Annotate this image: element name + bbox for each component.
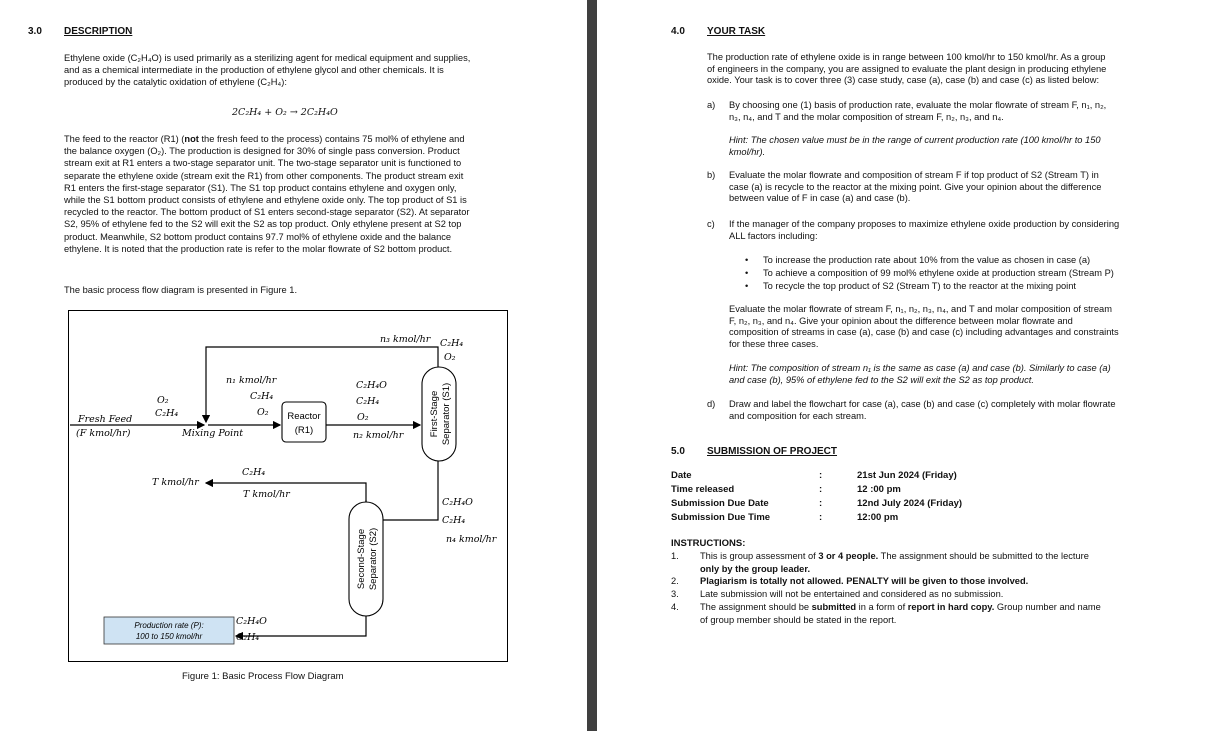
submission-colon: :	[819, 470, 823, 481]
body-text: the fresh feed to the process) contains 75 mol% of ethylene and	[198, 134, 465, 144]
submission-section-title: SUBMISSION OF PROJECT	[707, 446, 838, 457]
instruction-item	[671, 588, 1161, 601]
item-d-line: and composition for each stream.	[729, 410, 867, 421]
figure-caption: Figure 1: Basic Process Flow Diagram	[182, 671, 344, 682]
label-fresh-feed: Fresh Feed	[78, 414, 133, 425]
bullet-dot: •	[745, 281, 749, 291]
submission-value: 12 :00 pm	[857, 484, 901, 495]
item-b-line: between value of F in case (a) and case (b).	[729, 193, 911, 204]
label-mix-o2: O₂	[257, 407, 269, 418]
hint-c-line: Hint: The composition of stream n₁ is the same as case (a) and case (b). Similarly to case (a)	[729, 363, 1111, 373]
bullet-text: To recycle the top product of S2 (Stream T) to the reactor at the mixing point	[763, 281, 1076, 291]
process-flow-diagram	[68, 310, 508, 662]
item-b-text	[729, 170, 1155, 205]
page-divider	[587, 0, 597, 731]
submission-colon: :	[819, 498, 823, 509]
instruction-item	[671, 601, 1161, 627]
instruction-part: of group member should be stated in the report.	[700, 614, 897, 625]
reactor-box	[282, 402, 326, 442]
submission-row	[671, 484, 1131, 498]
instruction-text: Plagiarism is totally not allowed. PENALTY will be given to those involved.	[700, 576, 1029, 586]
s1-label-line1: First-Stage	[429, 390, 440, 438]
label-s1b-c2h4: C₂H₄	[442, 515, 466, 526]
task-intro-line: The production rate of ethylene oxide is in range between 100 kmol/hr to 150 kmol/hr. As a group	[707, 52, 1106, 62]
intro-line: produced by the catalytic oxidation of ethylene (C₂H₄):	[64, 77, 287, 88]
item-c-text	[729, 219, 1155, 242]
body-line: while the S1 bottom product consists of ethylene and ethylene oxide only. The top product of S1 is	[64, 195, 467, 206]
label-mixing-point: Mixing Point	[182, 428, 244, 439]
item-b-line: Evaluate the molar flowrate and composition of stream F if top product of S2 (Stream T) in	[729, 170, 1099, 180]
submission-colon: :	[819, 512, 823, 523]
instruction-bold: 3 or 4 people.	[818, 551, 879, 561]
submission-label: Date	[671, 470, 692, 481]
instruction-number: 1.	[671, 551, 679, 561]
label-fresh-c2h4: C₂H₄	[155, 408, 179, 419]
item-a-line: By choosing one (1) basis of production rate, evaluate the molar flowrate of stream F, n₁, n₂,	[729, 100, 1107, 110]
submission-label: Submission Due Date	[671, 498, 769, 509]
submission-row	[671, 512, 1131, 526]
intro-paragraph	[64, 52, 511, 89]
item-b-line: case (a) is recycle to the reactor at the mixing point. Give your opinion about the difference	[729, 181, 1102, 192]
instruction-text	[700, 550, 1160, 575]
instruction-number: 4.	[671, 602, 679, 612]
label-mix-c2h4: C₂H₄	[250, 391, 274, 402]
body-line: the balance oxygen (O₂). The production is designed for 30% of single pass conversion. Product	[64, 146, 460, 157]
body-text: The feed to the reactor (R1) (	[64, 134, 185, 144]
bullet-item	[745, 254, 1165, 267]
production-rate-line1: Production rate (P):	[134, 621, 204, 630]
item-a-text	[729, 100, 1155, 123]
instruction-item	[671, 575, 1161, 588]
item-c-eval-line: F, n₂, n₃, and n₄. Give your opinion about the difference between molar flowrate and	[729, 315, 1073, 326]
item-d-marker: d)	[707, 399, 716, 409]
instruction-number: 2.	[671, 576, 679, 586]
label-r-out-c2h4o: C₂H₄O	[356, 380, 387, 391]
instruction-bold: submitted	[811, 602, 857, 612]
instruction-part: This is group assessment of	[700, 551, 819, 561]
label-n4: n₄ kmol/hr	[446, 534, 497, 545]
item-a-marker: a)	[707, 100, 716, 110]
label-prod-c2h4: C₂H₄	[236, 632, 260, 643]
item-b-marker: b)	[707, 170, 716, 180]
label-fresh-o2: O₂	[157, 395, 169, 406]
body-bold: not	[184, 134, 199, 144]
s2-label-line2: Separator (S2)	[368, 527, 379, 591]
submission-table	[671, 470, 1131, 526]
submission-value: 21st Jun 2024 (Friday)	[857, 470, 957, 481]
submission-value: 12nd July 2024 (Friday)	[857, 498, 963, 509]
item-a-line: n₃, n₄, and T and the molar composition of stream F, n₂, n₃, and n₄.	[729, 111, 1004, 122]
bullet-item	[745, 280, 1165, 293]
body-line: recycled to the reactor. The bottom product of S1 enters second-stage separator (S2). At separator	[64, 207, 470, 218]
bullet-text: To achieve a composition of 99 mol% ethylene oxide at production stream (Stream P)	[763, 268, 1114, 278]
hint-a-line: Hint: The chosen value must be in the range of current production rate (100 kmol/hr to 150	[729, 135, 1101, 145]
production-rate-line2: 100 to 150 kmol/hr	[135, 632, 203, 641]
bullet-item	[745, 267, 1165, 280]
label-t-c2h4: C₂H₄	[242, 467, 266, 478]
bullet-list	[745, 254, 1165, 293]
submission-label: Time released	[671, 484, 735, 495]
body-line: separate the ethylene oxide (stream exit the R1) from other components. The product stream exit	[64, 170, 464, 181]
submission-value: 12:00 pm	[857, 512, 899, 523]
instruction-text	[700, 601, 1160, 626]
label-top-c2h4: C₂H₄	[440, 338, 464, 349]
item-d-line: Draw and label the flowchart for case (a), case (b) and case (c) completely with molar flowrate	[729, 399, 1116, 409]
instruction-bold: only by the group leader.	[700, 563, 811, 574]
body-line: stream exit at R1 enters a two-stage separator unit. The two-stage separator unit is functioned to	[64, 158, 462, 169]
instruction-text: Late submission will not be entertained and considered as no submission.	[700, 589, 1004, 599]
instruction-item	[671, 550, 1161, 575]
section-title: DESCRIPTION	[64, 26, 133, 37]
label-r-out-o2: O₂	[357, 412, 369, 423]
task-intro	[707, 52, 1155, 87]
left-page	[0, 0, 587, 731]
body-paragraph	[64, 133, 511, 255]
label-n1: n₁ kmol/hr	[226, 375, 277, 386]
label-n2: n₂ kmol/hr	[353, 430, 404, 441]
label-r-out-c2h4: C₂H₄	[356, 396, 380, 407]
task-section-title: YOUR TASK	[707, 26, 766, 37]
submission-colon: :	[819, 484, 823, 495]
item-c-eval-line: Evaluate the molar flowrate of stream F, n₁, n₂, n₃, n₄, and T and molar composition of stream	[729, 304, 1112, 314]
hint-a	[729, 135, 1155, 158]
label-fresh-feed-rate: (F kmol/hr)	[76, 428, 131, 439]
instruction-part: The assignment should be	[700, 602, 812, 612]
intro-line: and as a chemical intermediate in the production of ethylene glycol and other chemicals. It is	[64, 65, 444, 76]
item-c-eval-line: composition of streams in case (a), case (b) and case (c) including advantages and constraints	[729, 327, 1119, 338]
body-line: S2, 95% of ethylene fed to the S2 will exit the S2 as top product. Only ethylene present at S2 top	[64, 219, 462, 230]
section-number: 3.0	[28, 26, 42, 37]
bullet-dot: •	[745, 268, 749, 278]
body-line: product. Meanwhile, S2 bottom product contains 97.7 mol% of ethylene oxide and the balance	[64, 231, 452, 242]
instruction-bold: report in hard copy.	[907, 602, 995, 612]
reactor-tag: (R1)	[294, 425, 314, 436]
body-line: ethylene. It is noted that the production rate is refer to the molar flowrate of S2 bottom product.	[64, 243, 453, 254]
bullet-text: To increase the production rate about 10% from the value as chosen in case (a)	[763, 255, 1091, 265]
item-d-text	[729, 399, 1155, 422]
intro-line: Ethylene oxide (C₂H₄O) is used primarily as a sterilizing agent for medical equipment and supplies,	[64, 53, 471, 63]
hint-a-line: kmol/hr).	[729, 146, 766, 157]
item-c-evaluate	[729, 304, 1155, 350]
body-line: R1 enters the first-stage separator (S1). The S1 top product contains ethylene and oxygen only,	[64, 182, 457, 193]
figure-border	[69, 311, 508, 662]
instruction-part: Group number and name	[994, 602, 1101, 612]
label-n3: n₃ kmol/hr	[380, 334, 431, 345]
instruction-number: 3.	[671, 589, 679, 599]
label-top-o2: O₂	[444, 352, 456, 363]
item-c-marker: c)	[707, 219, 715, 229]
pfd-intro: The basic process flow diagram is presented in Figure 1.	[64, 285, 298, 295]
s1-label-line2: Separator (S1)	[441, 382, 452, 446]
submission-label: Submission Due Time	[671, 512, 771, 523]
instructions-list	[671, 550, 1161, 627]
body-line	[64, 133, 511, 145]
reactor-label: Reactor	[287, 411, 321, 422]
task-intro-line: of engineers in the company, you are assigned to evaluate the plant design in producing ethylene	[707, 63, 1107, 74]
s2-label-line1: Second-Stage	[356, 528, 367, 590]
task-section-number: 4.0	[671, 26, 685, 37]
instructions-title: INSTRUCTIONS:	[671, 538, 746, 549]
label-s1b-c2h4o: C₂H₄O	[442, 497, 473, 508]
task-intro-line: oxide. Your task is to cover three (3) case study, case (a), case (b) and case (c) as listed below:	[707, 75, 1100, 86]
instruction-part: The assignment should be submitted to the lecture	[878, 551, 1089, 561]
submission-row	[671, 498, 1131, 512]
label-t-rate: T kmol/hr	[152, 477, 199, 488]
item-c-line: If the manager of the company proposes to maximize ethylene oxide production by considering	[729, 219, 1120, 229]
submission-section-number: 5.0	[671, 446, 685, 457]
label-prod-c2h4o: C₂H₄O	[236, 616, 267, 627]
instruction-part: in a form of	[856, 602, 908, 612]
hint-c-line: and case (b), 95% of ethylene fed to the S2 will exit the S2 as top product.	[729, 374, 1034, 385]
hint-c	[729, 363, 1155, 386]
item-c-eval-line: for these three cases.	[729, 338, 819, 349]
reaction-equation: 2C₂H₄ + O₂ → 2C₂H₄O	[232, 107, 338, 118]
submission-row	[671, 470, 1131, 484]
label-t-rate2: T kmol/hr	[243, 489, 290, 500]
right-page	[597, 0, 1212, 731]
bullet-dot: •	[745, 255, 749, 265]
item-c-line: ALL factors including:	[729, 230, 818, 241]
